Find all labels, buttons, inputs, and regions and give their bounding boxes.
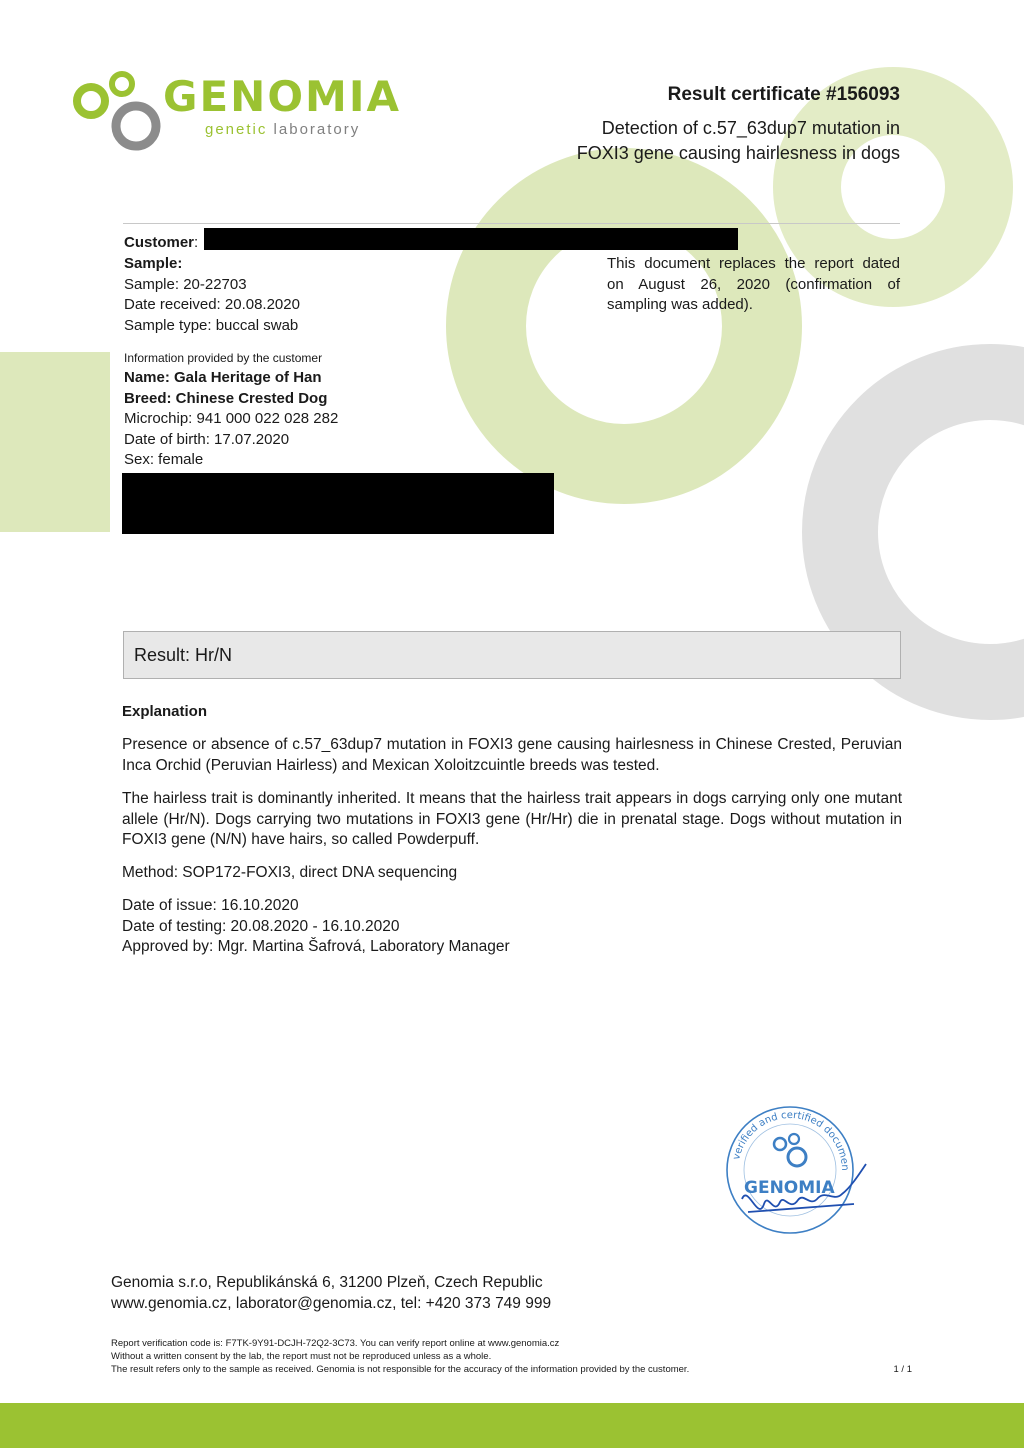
brand-subtitle-laboratory: laboratory [273,121,361,138]
result-value: Result: Hr/N [134,645,233,665]
replacement-note-line-3: sampling was added). [607,296,753,313]
footer-disclaimer: The result refers only to the sample as received. Genomia is not responsible for the accuracy of the information provided by the customer. [111,1364,690,1375]
certificate-number: Result certificate #156093 [667,84,900,105]
brand-subtitle-genetic: genetic [205,121,268,138]
brand-name: GENOMIA [163,72,401,121]
left-green-block [0,352,110,532]
sample-date-received: Date received: 20.08.2020 [124,296,300,313]
sample-heading: Sample: [124,255,183,272]
customer-colon: : [194,234,199,251]
footer-legal-block [111,1337,689,1376]
redacted-owner-block [122,473,554,534]
sample-block [124,254,300,336]
dog-breed: Breed: Chinese Crested Dog [124,389,328,407]
sample-number: Sample: 20-22703 [124,275,247,293]
replacement-note-line-2: on August 26, 2020 (confirmation of [607,275,900,293]
customer-line [124,233,198,254]
explanation-paragraph-2: The hairless trait is dominantly inherited. It means that the hairless trait appears in dogs carrying only one mutant allele (Hr/N). Dogs carrying two mutations in FOXI3 gene (Hr/Hr) die in prenatal stage. Dogs without mutation in FOXI3 gene (N/N) have hairs, so called Powderpuff. [122,790,902,848]
dog-sex: Sex: female [124,451,204,468]
footer-verification: Report verification code is: F7TK-9Y91-DCJH-72Q2-3C73. You can verify report online at www.genomia.cz [111,1338,560,1349]
approved-by: Approved by: Mgr. Martina Šafrová, Laboratory Manager [122,938,510,955]
footer-contact-block [111,1272,551,1314]
page-number: 1 / 1 [893,1364,912,1375]
genomia-logo-icon [70,68,166,154]
date-of-issue: Date of issue: 16.10.2020 [122,897,299,914]
footer-address: Genomia s.r.o, Republikánská 6, 31200 Plzeň, Czech Republic [111,1274,543,1291]
redacted-customer [204,228,738,250]
certification-stamp [718,1104,878,1240]
replacement-note [607,254,900,316]
explanation-paragraph-1: Presence or absence of c.57_63dup7 mutation in FOXI3 gene causing hairlesness in Chinese Crested, Peruvian Inca Orchid (Peruvian Hairless) and Mexican Xoloitzcuintle breeds was tested. [122,736,902,774]
dog-microchip: Microchip: 941 000 022 028 282 [124,410,339,427]
test-description-line-1: Detection of c.57_63dup7 mutation in [601,118,900,138]
date-of-testing: Date of testing: 20.08.2020 - 16.10.2020 [122,917,400,935]
sample-type: Sample type: buccal swab [124,316,299,334]
explanation-heading: Explanation [122,703,208,720]
replacement-note-line-1: This document replaces the report dated [607,255,900,272]
bottom-green-bar [0,1403,1024,1448]
stamp-ring-text: verified and certified documen [731,1109,851,1171]
header-divider [123,223,900,224]
issue-block [122,896,510,958]
footer-contact: www.genomia.cz, laborator@genomia.cz, tel: +420 373 749 999 [111,1295,552,1312]
footer-consent: Without a written consent by the lab, the report must not be reproduced unless as a whole. [111,1351,492,1362]
stamp-word: GENOMIA [744,1178,835,1198]
method-line: Method: SOP172-FOXI3, direct DNA sequencing [122,864,458,881]
customer-info-caption: Information provided by the customer [124,351,323,365]
test-description [577,116,900,166]
customer-label: Customer [124,234,195,251]
test-description-line-2: FOXI3 gene causing hairlesness in dogs [576,143,900,163]
dog-dob: Date of birth: 17.07.2020 [124,430,290,448]
dog-name: Name: Gala Heritage of Han [124,369,322,386]
brand-subtitle [205,121,360,138]
dog-info-block [124,368,338,471]
result-box [123,631,901,679]
